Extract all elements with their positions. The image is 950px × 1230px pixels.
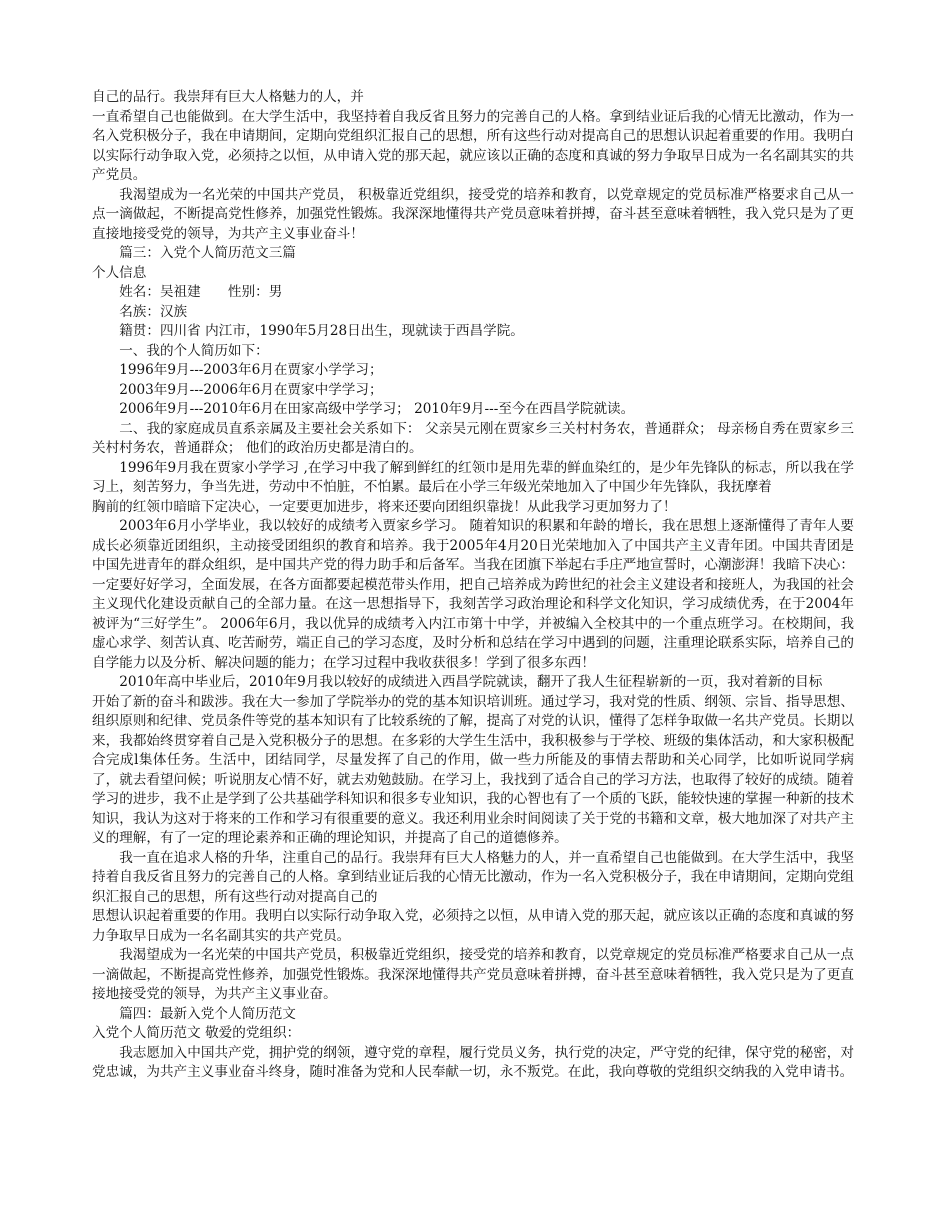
- list-item: 2006年9月---2010年6月在田家高级中学学习； 2010年9月---至今在西昌学院就读。: [119, 401, 635, 417]
- section-heading: 篇三：入党个人简历范文三篇: [119, 245, 296, 261]
- list-item: 2003年9月---2006年6月在贾家中学学习；: [119, 381, 383, 398]
- paragraph: 我志愿加入中国共产党，拥护党的纲领，遵守党的章程，履行党员义务，执行党的决定，严守党的纪律，保守党的秘密，对党忠诚，为共产主义事业奋斗终身，随时准备为党和人民奉献一切，永不叛党。在此，我向尊敬的党组织交纳我的入党申请书。: [92, 1044, 854, 1080]
- paragraph: 我渴望成为一名光荣的中国共产党员， 积极靠近党组织，接受党的培养和教育，以党章规定的党员标准严格要求自己从一点一滴做起，不断提高党性修养，加强党性锻炼。我深深地懂得共产党员意味着拼搏，奋斗甚至意味着牺牲，我入党只是为了更直接地接受党的领导，为共产主义事业奋斗！: [92, 186, 854, 242]
- list-item: 1996年9月---2003年6月在贾家小学学习；: [119, 362, 383, 378]
- paragraph: 2010年高中毕业后，2010年9月我以较好的成绩进入西昌学院就读，翻开了我人生征程崭新的一页，我对着新的目标: [119, 674, 823, 690]
- info-line: 籍贯：四川省 内江市，1990年5月28日出生，现就读于西昌学院。: [119, 323, 524, 339]
- paragraph: 二、我的家庭成员直系亲属及主要社会关系如下： 父亲吴元刚在贾家乡三关村村务农，普通群众； 母亲杨自秀在贾家乡三关村村务农，普通群众； 他们的政治历史都是清白的。: [92, 420, 854, 456]
- salutation: 入党个人简历范文 敬爱的党组织：: [92, 1025, 301, 1041]
- paragraph: 自己的品行。我崇拜有巨大人格魅力的人，并: [92, 89, 364, 105]
- paragraph: 开始了新的奋斗和跋涉。我在大一参加了学院举办的党的基本知识培训班。通过学习，我对党的性质、纲领、宗旨、指导思想、组织原则和纪律、党员条件等党的基本知识有了比较系统的了解，提高了对党的认识，懂得了怎样争取做一名共产党员。长期以来，我都始终贯穿着自己是入党积极分子的思想。在多彩的大学生生活中，我积极参与于学校、班级的集体活动，和大家积极配合完成l集体任务。生活中，团结同学，尽量发挥了自己的作用，做一些力所能及的事情去帮助和关心同学，比如听说同学病了，就去看望问候；听说朋友心情不好，就去劝勉鼓励。在学习上，我找到了适合自己的学习方法，也取得了较好的成绩。随着学习的进步，我不止是学到了公共基础学科知识和很多专业知识，我的心智也有了一个质的飞跃，能较快速的掌握一种新的技术知识，我认为这对于将来的工作和学习有很重要的意义。我还利用业余时间阅读了关于党的书籍和文章，极大地加深了对共产主义的理解，有了一定的理论素养和正确的理论知识，并提高了自己的道德修养。: [92, 693, 854, 846]
- info-line: 姓名：吴祖建 性别：男: [119, 284, 283, 300]
- section-heading: 篇四：最新入党个人简历范文: [119, 1005, 296, 1022]
- paragraph: 我一直在追求人格的升华，注重自己的品行。我崇拜有巨大人格魅力的人，并一直希望自己也能做到。在大学生活中，我坚持着自我反省且努力的完善自己的人格。拿到结业证后我的心情无比激动，作为一名入党积极分子，我在申请期间，定期向党组织汇报自己的思想，所有这些行动对提高自己的: [92, 849, 854, 905]
- paragraph: 一直希望自己也能做到。在大学生活中，我坚持着自我反省且努力的完善自己的人格。拿到结业证后我的心情无比激动，作为一名入党积极分子，我在申请期间，定期向党组织汇报自己的思想，所有这些行动对提高自己的思想认识起着重要的作用。我明白以实际行动争取入党，必须持之以恒，从申请入党的那天起，就应该以正确的态度和真诚的努力争取早日成为一名名副其实的共产党员。: [92, 108, 854, 183]
- subsection-heading: 个人信息: [92, 264, 147, 281]
- paragraph: 2003年6月小学毕业，我以较好的成绩考入贾家乡学习。 随着知识的积累和年龄的增长，我在思想上逐渐懂得了青年人要成长必须靠近团组织，主动接受团组织的教育和培养。我于2005年4月20日光荣地加入了中国共产主义青年团。中国共青团是中国先进青年的群众组织，是中国共产党的得力助手和后备军。当我在团旗下举起右手庄严地宣誓时，心潮澎湃！我暗下决心：一定要好好学习，全面发展，在各方面都要起模范带头作用，把自己培养成为跨世纪的社会主义建设者和接班人，为我国的社会主义现代化建设贡献自己的全部力量。在这一思想指导下，我刻苦学习政治理论和科学文化知识，学习成绩优秀，在于2004年被评为“三好学生”。 2006年6月，我以优异的成绩考入内江市第十中学，并被编入全校其中的一个重点班学习。在校期间，我虚心求学、刻苦认真、吃苦耐劳，端正自己的学习态度，及时分析和总结在学习中遇到的问题，注重理论联系实际，培养自己的自学能力以及分析、解决问题的能力；在学习过程中我收获很多！学到了很多东西！: [92, 518, 854, 671]
- info-line: 名族：汉族: [119, 303, 188, 320]
- paragraph: 胸前的红领巾暗暗下定决心，一定要更加进步，将来还要向团组织靠拢！从此我学习更加努力了！: [92, 498, 677, 515]
- paragraph: 思想认识起着重要的作用。我明白以实际行动争取入党，必须持之以恒，从申请入党的那天起，就应该以正确的态度和真诚的努力争取早日成为一名名副其实的共产党员。: [92, 908, 854, 944]
- paragraph: 我渴望成为一名光荣的中国共产党员，积极靠近党组织，接受党的培养和教育，以党章规定的党员标准严格要求自己从一点一滴做起，不断提高党性修养，加强党性锻炼。我深深地懂得共产党员意味着拼搏，奋斗甚至意味着牺牲，我入党只是为了更直接地接受党的领导，为共产主义事业奋。: [92, 947, 854, 1002]
- paragraph: 1996年9月我在贾家小学学习 ,在学习中我了解到鲜红的红领巾是用先辈的鲜血染红的，是少年先锋队的标志，所以我在学习上，刻苦努力，争当先进，劳动中不怕脏，不怕累。最后在小学三年级光荣地加入了中国少年先锋队，我抚摩着: [92, 459, 854, 495]
- list-heading: 一、我的个人简历如下：: [119, 342, 269, 359]
